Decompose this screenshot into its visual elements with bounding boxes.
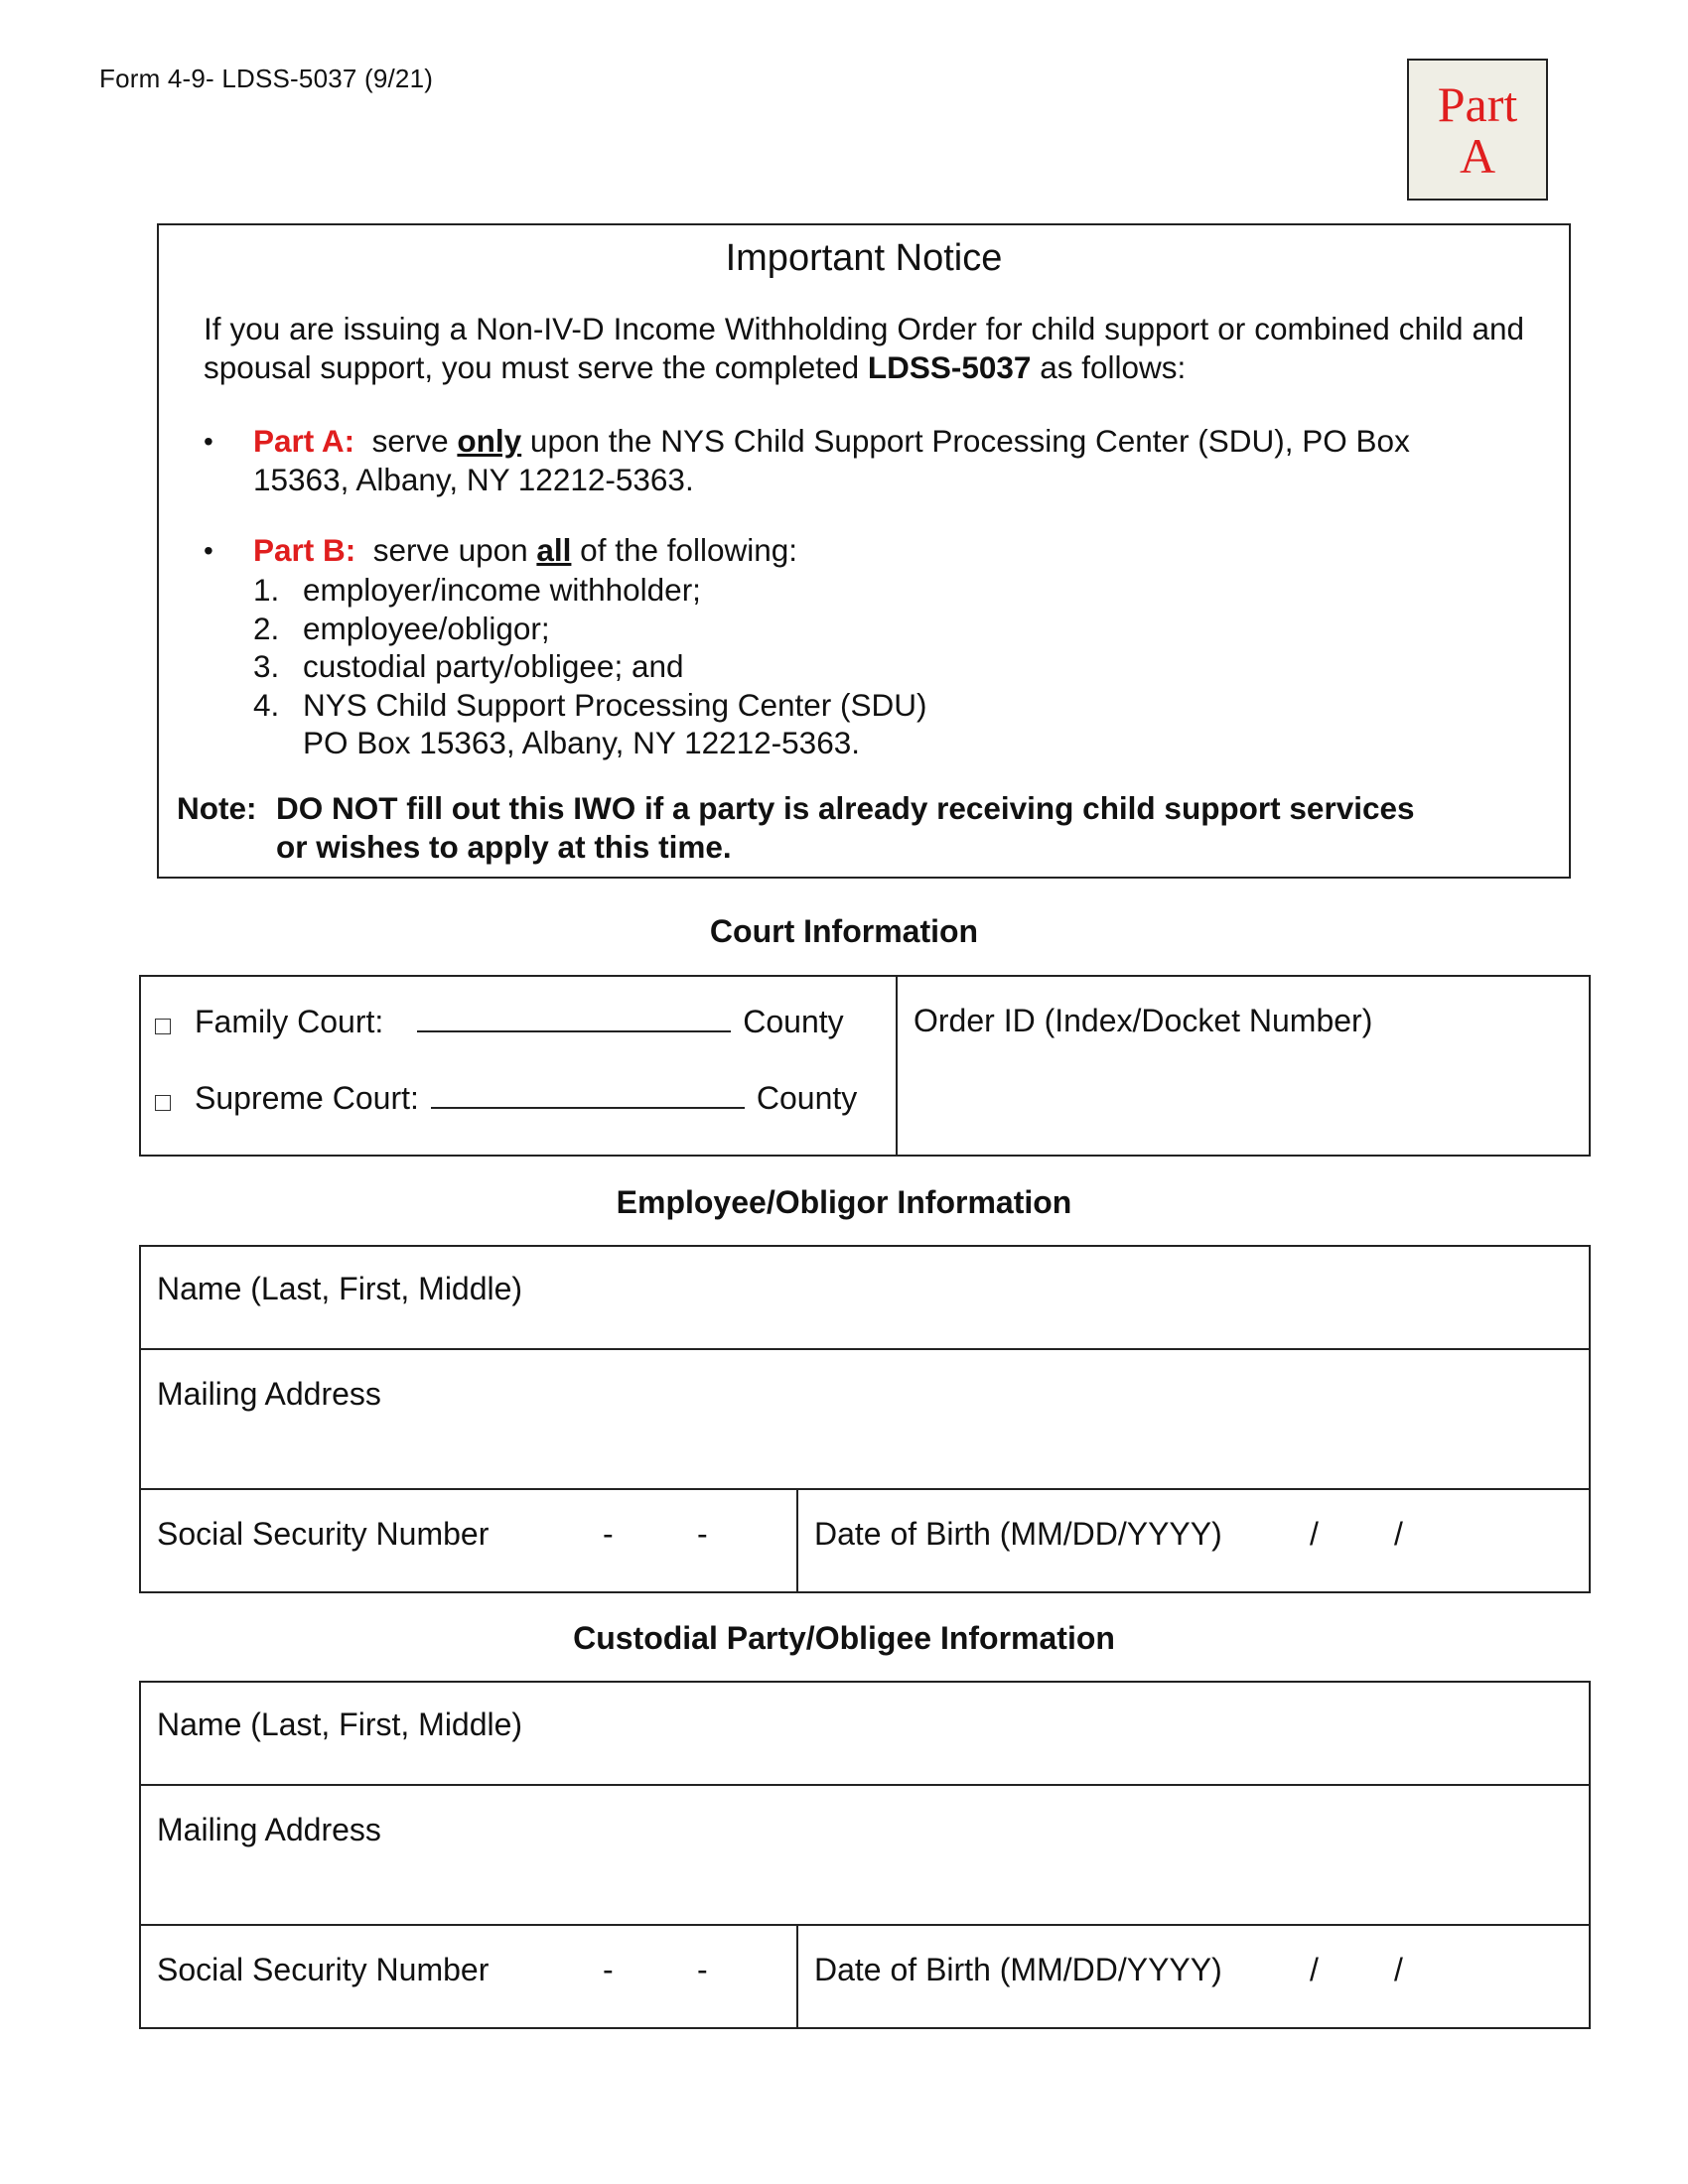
list-item-number: 1. [253,572,280,608]
county-label: County [756,1080,858,1116]
list-item [253,610,927,648]
list-item-text: NYS Child Support Processing Center (SDU) [303,686,927,723]
list-item [253,724,927,762]
custodial-dob-field[interactable] [797,1925,1590,2028]
custodial-address-label: Mailing Address [157,1812,381,1847]
employee-dob-label: Date of Birth (MM/DD/YYYY) [814,1516,1222,1552]
part-b-emphasis: all [536,532,572,568]
custodial-info-table [139,1681,1591,2029]
notice-intro-text: If you are issuing a Non-IV-D Income Withholding Order for child support or combined child and spousal support, you must serve the completed [204,311,1524,385]
employee-address-field[interactable] [140,1349,1590,1489]
ssn-separator: - [697,1952,708,1987]
part-a-text-end: upon the NYS Child Support Processing Center (SDU), PO Box 15363, Albany, NY 12212-5363. [253,423,1410,497]
list-item [253,686,927,725]
family-court-label: Family Court: [195,1004,384,1039]
supreme-court-county-field[interactable] [431,1079,745,1109]
part-b-label: Part B: [253,532,356,568]
note-line-1: DO NOT fill out this IWO if a party is already receiving child support services [276,790,1415,826]
court-info-heading: Court Information [709,913,979,949]
ssn-separator: - [603,1516,614,1552]
list-item-number [253,724,303,762]
note-text [276,789,1415,867]
employee-info-heading: Employee/Obligor Information [616,1184,1072,1220]
list-item-number: 3. [253,648,280,684]
custodial-name-label: Name (Last, First, Middle) [157,1706,523,1742]
form-code: LDSS-5037 [867,349,1032,385]
list-item-text: PO Box 15363, Albany, NY 12212-5363. [303,725,860,760]
employee-dob-field[interactable] [797,1489,1590,1592]
list-item-text: employer/income withholder; [303,572,701,608]
part-b-text-end: of the following: [571,532,798,568]
notice-intro [204,310,1524,387]
ssn-separator: - [603,1952,614,1987]
part-a-emphasis: only [457,423,522,459]
bullet-icon: • [204,535,213,566]
note-line-2: or wishes to apply at this time. [276,829,732,865]
custodial-address-field[interactable] [140,1785,1590,1925]
employee-info-table [139,1245,1591,1593]
county-label: County [743,1004,844,1039]
part-b-content [253,531,1484,570]
important-notice-box [157,223,1571,879]
bullet-icon: • [204,426,213,457]
form-identifier: Form 4-9- LDSS-5037 (9/21) [99,64,434,93]
employee-ssn-field[interactable] [140,1489,797,1592]
custodial-name-field[interactable] [140,1682,1590,1785]
part-b-text-start: serve upon [355,532,537,568]
part-badge-line2: A [1459,127,1496,184]
family-court-row [155,1003,844,1040]
custodial-info-heading: Custodial Party/Obligee Information [573,1620,1115,1656]
list-item [253,571,927,610]
notice-intro-end: as follows: [1031,349,1187,385]
service-recipient-list [253,571,927,762]
notice-note [177,789,1415,867]
dob-separator: / [1310,1516,1319,1552]
list-item-text: custodial party/obligee; and [303,648,684,684]
part-a-badge [1407,59,1548,201]
part-a-text-start: serve [354,423,458,459]
dob-separator: / [1394,1952,1403,1987]
list-item-number: 4. [253,686,280,723]
employee-name-label: Name (Last, First, Middle) [157,1271,523,1306]
list-item-text: employee/obligor; [303,610,550,646]
dob-separator: / [1310,1952,1319,1987]
employee-name-field[interactable] [140,1246,1590,1349]
custodial-ssn-label: Social Security Number [157,1952,490,1987]
order-id-cell[interactable] [897,976,1590,1156]
employee-address-label: Mailing Address [157,1376,381,1412]
family-court-county-field[interactable] [417,1003,731,1032]
notice-title: Important Notice [725,237,1003,279]
supreme-court-label: Supreme Court: [195,1080,419,1116]
court-info-table [139,975,1591,1157]
part-a-content [253,422,1484,499]
dob-separator: / [1394,1516,1403,1552]
order-id-label: Order ID (Index/Docket Number) [914,1003,1373,1038]
list-item [253,647,927,686]
custodial-ssn-field[interactable] [140,1925,797,2028]
court-type-cell [140,976,897,1156]
ssn-separator: - [697,1516,708,1552]
part-badge-line1: Part [1437,75,1518,132]
custodial-dob-label: Date of Birth (MM/DD/YYYY) [814,1952,1222,1987]
part-a-label: Part A: [253,423,355,459]
supreme-court-row [155,1079,857,1117]
note-label: Note: [177,790,257,826]
list-item-number: 2. [253,610,280,646]
supreme-court-checkbox[interactable] [155,1095,171,1111]
family-court-checkbox[interactable] [155,1019,171,1034]
employee-ssn-label: Social Security Number [157,1516,490,1552]
